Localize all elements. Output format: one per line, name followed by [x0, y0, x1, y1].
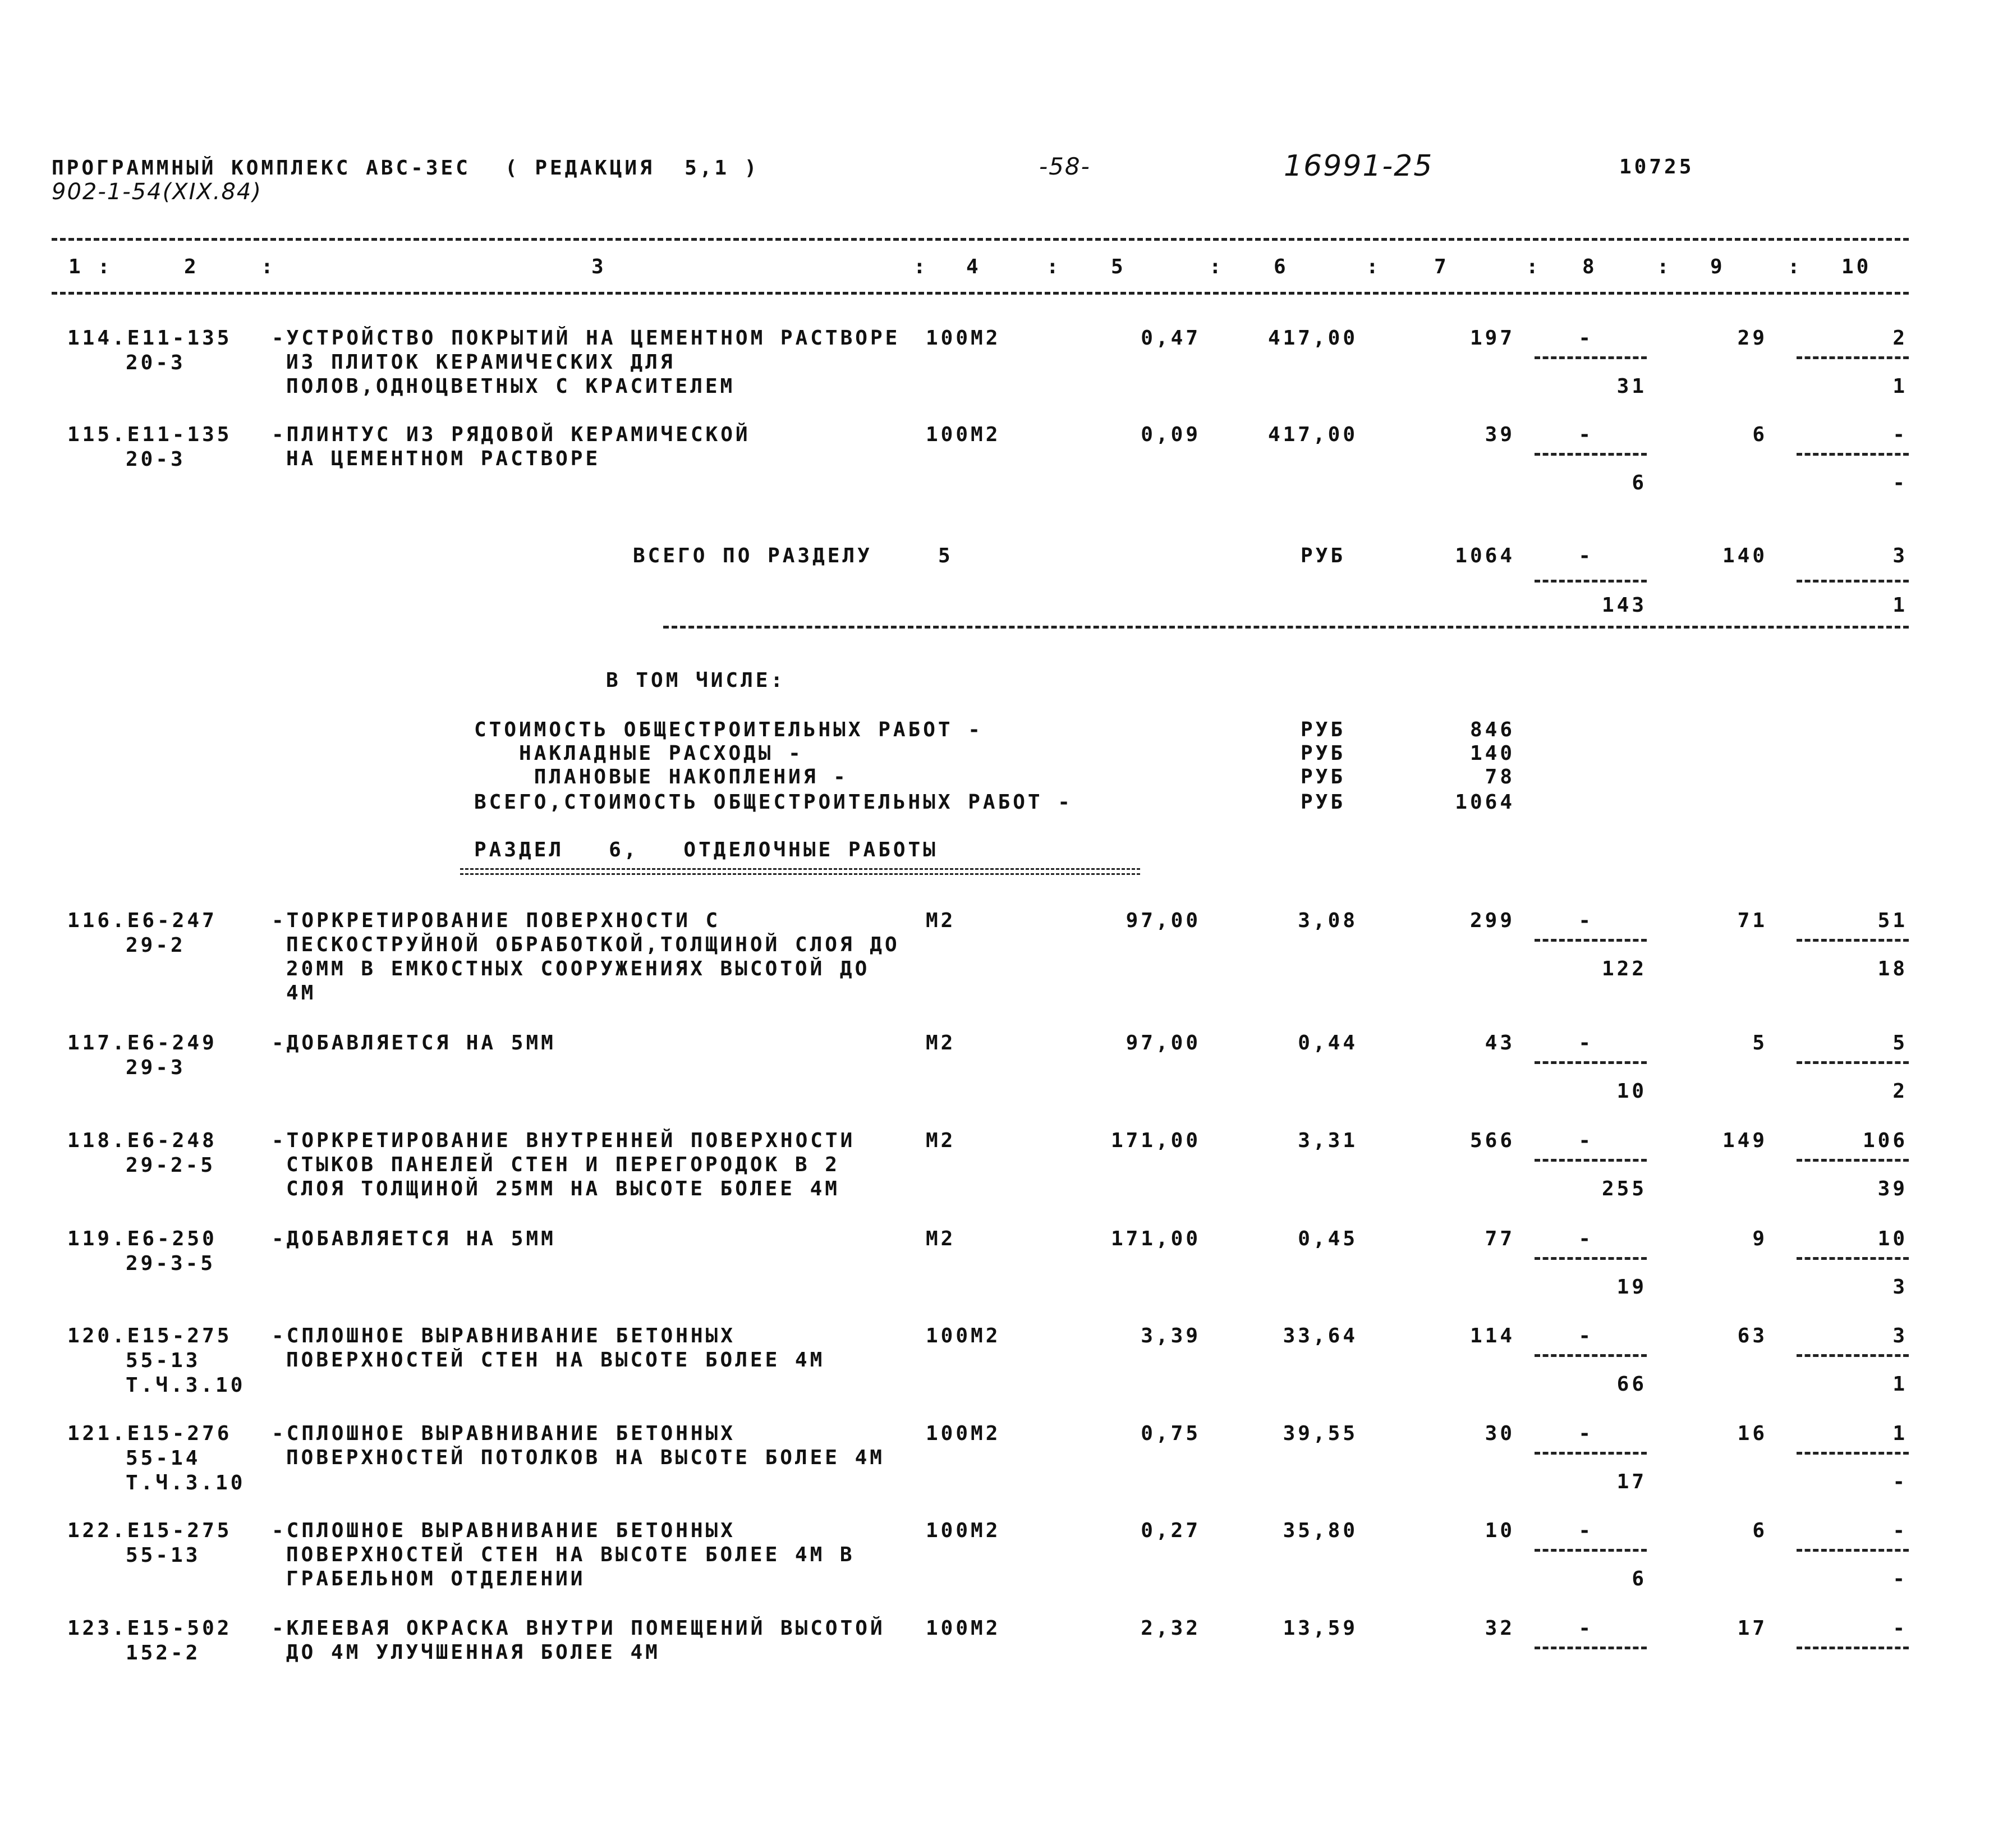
- row-col8-rule: [1535, 1257, 1647, 1260]
- row-code: 152-2: [126, 1641, 201, 1664]
- row-description-line: -СПЛОШНОЕ ВЫРАВНИВАНИЕ БЕТОННЫХ: [272, 1422, 736, 1445]
- section-total-col9: 140: [1722, 544, 1767, 567]
- row-description-line: -СПЛОШНОЕ ВЫРАВНИВАНИЕ БЕТОННЫХ: [272, 1519, 736, 1542]
- row-col10: -: [1892, 1519, 1908, 1542]
- row-description-line: СТЫКОВ ПАНЕЛЕЙ СТЕН И ПЕРЕГОРОДОК В 2: [286, 1153, 840, 1176]
- row-col8-rule: [1535, 1159, 1647, 1162]
- row-total: 114: [1469, 1324, 1515, 1347]
- row-quantity: 171,00: [1110, 1227, 1201, 1250]
- row-description-line: ПОЛОВ,ОДНОЦВЕТНЫХ С КРАСИТЕЛЕМ: [286, 375, 736, 398]
- header-bottom-rule: [52, 292, 1909, 295]
- row-unit-price: 3,08: [1298, 909, 1358, 932]
- row-unit: 100М2: [926, 423, 1001, 446]
- row-col9: 6: [1752, 1519, 1767, 1542]
- row-col10: 10: [1877, 1227, 1908, 1250]
- row-number: 114.Е11-135: [67, 327, 232, 350]
- row-description-line: ИЗ ПЛИТОК КЕРАМИЧЕСКИХ ДЛЯ: [286, 351, 676, 374]
- column-separator: :: [913, 255, 929, 278]
- row-col10-lower: -: [1892, 1470, 1908, 1493]
- section-total-col8-lower: 143: [1601, 594, 1647, 617]
- including-value: 846: [1469, 718, 1515, 741]
- row-description-line: СЛОЯ ТОЛЩИНОЙ 25ММ НА ВЫСОТЕ БОЛЕЕ 4М: [286, 1177, 840, 1200]
- row-description-line: ДО 4М УЛУЧШЕННАЯ БОЛЕЕ 4М: [286, 1641, 660, 1664]
- row-unit: 100М2: [926, 1422, 1001, 1445]
- column-separator: :: [1366, 255, 1381, 278]
- row-quantity: 0,47: [1141, 327, 1201, 350]
- row-number: 118.Е6-248: [67, 1129, 217, 1152]
- column-header-6: 6: [1274, 255, 1289, 278]
- column-header-3: 3: [591, 255, 607, 278]
- row-number: 116.Е6-247: [67, 909, 217, 932]
- row-code: 29-2: [126, 934, 186, 957]
- row-col8: -: [1578, 1031, 1593, 1054]
- project-code: 902-1-54(XIX.84): [52, 179, 262, 205]
- column-separator: :: [1526, 255, 1541, 278]
- row-total: 197: [1469, 327, 1515, 350]
- document-number: 16991-25: [1284, 149, 1434, 183]
- row-unit-price: 39,55: [1283, 1422, 1358, 1445]
- row-col8-rule: [1535, 939, 1647, 942]
- row-col8-lower: 122: [1601, 957, 1647, 980]
- row-quantity: 0,09: [1141, 423, 1201, 446]
- row-code: 55-14: [126, 1447, 201, 1470]
- section-total-col10-lower: 1: [1892, 594, 1908, 617]
- row-unit: 100М2: [926, 1617, 1001, 1640]
- row-col8-rule: [1535, 1647, 1647, 1649]
- row-col9: 5: [1752, 1031, 1767, 1054]
- row-number: 117.Е6-249: [67, 1031, 217, 1054]
- column-separator: :: [98, 255, 113, 278]
- row-total: 43: [1485, 1031, 1515, 1054]
- page-number: -58-: [1039, 153, 1091, 180]
- row-description-line: -ТОРКРЕТИРОВАНИЕ ВНУТРЕННЕЙ ПОВЕРХНОСТИ: [272, 1129, 856, 1152]
- row-col8: -: [1578, 423, 1593, 446]
- row-description-line: 4М: [286, 982, 316, 1005]
- row-unit-price: 417,00: [1267, 423, 1358, 446]
- column-separator: :: [261, 255, 276, 278]
- row-description-line: НА ЦЕМЕНТНОМ РАСТВОРЕ: [286, 447, 601, 470]
- row-total: 566: [1469, 1129, 1515, 1152]
- row-code: 55-13: [126, 1349, 201, 1372]
- row-number: 119.Е6-250: [67, 1227, 217, 1250]
- row-unit: М2: [926, 1129, 956, 1152]
- column-header-4: 4: [966, 255, 981, 278]
- row-number: 123.Е15-502: [67, 1617, 232, 1640]
- including-label: СТОИМОСТЬ ОБЩЕСТРОИТЕЛЬНЫХ РАБОТ -: [474, 718, 983, 741]
- row-col10-rule: [1797, 939, 1909, 942]
- row-quantity: 0,27: [1141, 1519, 1201, 1542]
- including-label: ПЛАНОВЫЕ НАКОПЛЕНИЯ -: [474, 765, 848, 788]
- row-description-line: -СПЛОШНОЕ ВЫРАВНИВАНИЕ БЕТОННЫХ: [272, 1324, 736, 1347]
- row-col10-rule: [1797, 453, 1909, 456]
- row-quantity: 0,75: [1141, 1422, 1201, 1445]
- row-col8-lower: 31: [1616, 375, 1647, 398]
- document-code: 10725: [1619, 155, 1694, 178]
- row-description-line: ПОВЕРХНОСТЕЙ СТЕН НА ВЫСОТЕ БОЛЕЕ 4М В: [286, 1543, 855, 1566]
- including-value: 78: [1485, 765, 1515, 788]
- section-total-rule: [663, 626, 1909, 629]
- row-description-line: -ПЛИНТУС ИЗ РЯДОВОЙ КЕРАМИЧЕСКОЙ: [272, 423, 751, 446]
- row-col9: 71: [1737, 909, 1767, 932]
- row-total: 77: [1485, 1227, 1515, 1250]
- row-code: 20-3: [126, 351, 186, 374]
- including-label: НАКЛАДНЫЕ РАСХОДЫ -: [474, 742, 803, 765]
- row-col8: -: [1578, 1617, 1593, 1640]
- column-header-2: 2: [184, 255, 199, 278]
- including-value: 1064: [1455, 791, 1515, 814]
- row-col9: 9: [1752, 1227, 1767, 1250]
- row-col10: 106: [1862, 1129, 1908, 1152]
- row-code: 29-3: [126, 1056, 186, 1079]
- row-unit: М2: [926, 909, 956, 932]
- row-col10: 5: [1892, 1031, 1908, 1054]
- row-col8: -: [1578, 1324, 1593, 1347]
- row-col10-rule: [1797, 1452, 1909, 1455]
- row-number: 120.Е15-275: [67, 1324, 232, 1347]
- section-total-unit: РУБ: [1301, 544, 1346, 567]
- column-header-7: 7: [1434, 255, 1449, 278]
- row-unit: М2: [926, 1227, 956, 1250]
- row-quantity: 2,32: [1141, 1617, 1201, 1640]
- row-col9: 17: [1737, 1617, 1767, 1640]
- row-total: 299: [1469, 909, 1515, 932]
- row-col8: -: [1578, 1227, 1593, 1250]
- row-code-ref: Т.Ч.3.10: [126, 1374, 246, 1397]
- section-total-col10-rule: [1797, 580, 1909, 583]
- section-total-number: 5: [938, 544, 953, 567]
- row-unit-price: 33,64: [1283, 1324, 1358, 1347]
- row-col9: 149: [1722, 1129, 1767, 1152]
- row-col8-rule: [1535, 1452, 1647, 1455]
- row-col10-lower: 3: [1892, 1276, 1908, 1299]
- including-unit: РУБ: [1301, 765, 1346, 788]
- row-col9: 29: [1737, 327, 1767, 350]
- column-header-5: 5: [1111, 255, 1126, 278]
- row-unit-price: 0,44: [1298, 1031, 1358, 1054]
- row-description-line: ПОВЕРХНОСТЕЙ ПОТОЛКОВ НА ВЫСОТЕ БОЛЕЕ 4М: [286, 1446, 885, 1469]
- row-description-line: ГРАБЕЛЬНОМ ОТДЕЛЕНИИ: [286, 1567, 586, 1590]
- column-separator: :: [1046, 255, 1062, 278]
- row-col10: 1: [1892, 1422, 1908, 1445]
- row-col10-rule: [1797, 1257, 1909, 1260]
- row-col8-rule: [1535, 1061, 1647, 1064]
- row-col8-lower: 66: [1616, 1373, 1647, 1396]
- row-col10-lower: 1: [1892, 1373, 1908, 1396]
- column-header-9: 9: [1710, 255, 1725, 278]
- row-description-line: -ДОБАВЛЯЕТСЯ НА 5ММ: [272, 1031, 556, 1054]
- row-col10: -: [1892, 423, 1908, 446]
- column-header-1: 1: [68, 255, 84, 278]
- column-separator: :: [1209, 255, 1224, 278]
- row-total: 10: [1485, 1519, 1515, 1542]
- column-header-8: 8: [1582, 255, 1597, 278]
- row-code: 29-2-5: [126, 1154, 216, 1177]
- row-col10-rule: [1797, 1549, 1909, 1552]
- row-description-line: -УСТРОЙСТВО ПОКРЫТИЙ НА ЦЕМЕНТНОМ РАСТВОРЕ: [272, 327, 901, 350]
- row-col10: 2: [1892, 327, 1908, 350]
- row-col10-rule: [1797, 1647, 1909, 1649]
- row-col10-lower: 1: [1892, 375, 1908, 398]
- row-col8-rule: [1535, 1354, 1647, 1357]
- row-col8: -: [1578, 909, 1593, 932]
- row-code: 55-13: [126, 1544, 201, 1567]
- including-value: 140: [1469, 742, 1515, 765]
- row-quantity: 97,00: [1126, 909, 1201, 932]
- row-unit: 100М2: [926, 1324, 1001, 1347]
- row-col10-lower: -: [1892, 471, 1908, 494]
- including-title: В ТОМ ЧИСЛЕ:: [606, 669, 786, 692]
- row-col8-lower: 19: [1616, 1276, 1647, 1299]
- row-col9: 16: [1737, 1422, 1767, 1445]
- row-col8: -: [1578, 1519, 1593, 1542]
- row-col10-rule: [1797, 1159, 1909, 1162]
- row-col10-rule: [1797, 1354, 1909, 1357]
- including-unit: РУБ: [1301, 742, 1346, 765]
- row-number: 121.Е15-276: [67, 1422, 232, 1445]
- including-unit: РУБ: [1301, 718, 1346, 741]
- section-6-heading: РАЗДЕЛ 6, ОТДЕЛОЧНЫЕ РАБОТЫ: [474, 838, 938, 861]
- program-title: ПРОГРАММНЫЙ КОМПЛЕКС АВС-3ЕС: [52, 157, 471, 180]
- row-unit: 100М2: [926, 327, 1001, 350]
- row-unit-price: 417,00: [1267, 327, 1358, 350]
- section-total-col8: -: [1578, 544, 1593, 567]
- column-separator: :: [1657, 255, 1672, 278]
- row-col10-lower: 39: [1877, 1177, 1908, 1200]
- row-description-line: 20ММ В ЕМКОСТНЫХ СООРУЖЕНИЯХ ВЫСОТОЙ ДО: [286, 957, 870, 980]
- row-unit: 100М2: [926, 1519, 1001, 1542]
- row-col10-rule: [1797, 1061, 1909, 1064]
- row-col10-lower: 18: [1877, 957, 1908, 980]
- header-top-rule: [52, 238, 1909, 241]
- including-label: ВСЕГО,СТОИМОСТЬ ОБЩЕСТРОИТЕЛЬНЫХ РАБОТ -: [474, 791, 1073, 814]
- row-col10-rule: [1797, 356, 1909, 359]
- row-quantity: 3,39: [1141, 1324, 1201, 1347]
- row-quantity: 97,00: [1126, 1031, 1201, 1054]
- row-col8-lower: 6: [1632, 1567, 1647, 1590]
- row-col9: 63: [1737, 1324, 1767, 1347]
- column-separator: :: [1788, 255, 1803, 278]
- row-col10-lower: 2: [1892, 1080, 1908, 1103]
- row-code: 29-3-5: [126, 1252, 216, 1275]
- row-col10: -: [1892, 1617, 1908, 1640]
- section-total-col10: 3: [1892, 544, 1908, 567]
- row-total: 32: [1485, 1617, 1515, 1640]
- row-description-line: ПОВЕРХНОСТЕЙ СТЕН НА ВЫСОТЕ БОЛЕЕ 4М: [286, 1349, 825, 1372]
- row-total: 30: [1485, 1422, 1515, 1445]
- row-col8-lower: 10: [1616, 1080, 1647, 1103]
- row-col8-rule: [1535, 356, 1647, 359]
- edition-label: ( РЕДАКЦИЯ 5,1 ): [505, 157, 760, 180]
- row-col10-lower: -: [1892, 1567, 1908, 1590]
- section-total-col8-rule: [1535, 580, 1647, 583]
- row-unit-price: 35,80: [1283, 1519, 1358, 1542]
- row-unit-price: 0,45: [1298, 1227, 1358, 1250]
- column-header-10: 10: [1841, 255, 1872, 278]
- row-col8-lower: 17: [1616, 1470, 1647, 1493]
- row-col8: -: [1578, 1129, 1593, 1152]
- row-col9: 6: [1752, 423, 1767, 446]
- row-description-line: -КЛЕЕВАЯ ОКРАСКА ВНУТРИ ПОМЕЩЕНИЙ ВЫСОТОЙ: [272, 1617, 885, 1640]
- row-col8: -: [1578, 327, 1593, 350]
- row-unit: М2: [926, 1031, 956, 1054]
- row-col8-rule: [1535, 453, 1647, 456]
- row-quantity: 171,00: [1110, 1129, 1201, 1152]
- row-col8-lower: 6: [1632, 471, 1647, 494]
- row-code-ref: Т.Ч.3.10: [126, 1471, 246, 1494]
- row-code: 20-3: [126, 448, 186, 471]
- row-col10: 51: [1877, 909, 1908, 932]
- row-total: 39: [1485, 423, 1515, 446]
- row-col8: -: [1578, 1422, 1593, 1445]
- row-description-line: ПЕСКОСТРУЙНОЙ ОБРАБОТКОЙ,ТОЛЩИНОЙ СЛОЯ ДО: [286, 933, 900, 956]
- section-6-underline: [460, 868, 1140, 875]
- row-col8-lower: 255: [1601, 1177, 1647, 1200]
- row-number: 122.Е15-275: [67, 1519, 232, 1542]
- section-total-label: ВСЕГО ПО РАЗДЕЛУ: [633, 544, 872, 567]
- row-number: 115.Е11-135: [67, 423, 232, 446]
- section-total-value: 1064: [1455, 544, 1515, 567]
- row-col8-rule: [1535, 1549, 1647, 1552]
- including-unit: РУБ: [1301, 791, 1346, 814]
- row-description-line: -ТОРКРЕТИРОВАНИЕ ПОВЕРХНОСТИ С: [272, 909, 721, 932]
- row-unit-price: 13,59: [1283, 1617, 1358, 1640]
- row-col10: 3: [1892, 1324, 1908, 1347]
- row-description-line: -ДОБАВЛЯЕТСЯ НА 5ММ: [272, 1227, 556, 1250]
- row-unit-price: 3,31: [1298, 1129, 1358, 1152]
